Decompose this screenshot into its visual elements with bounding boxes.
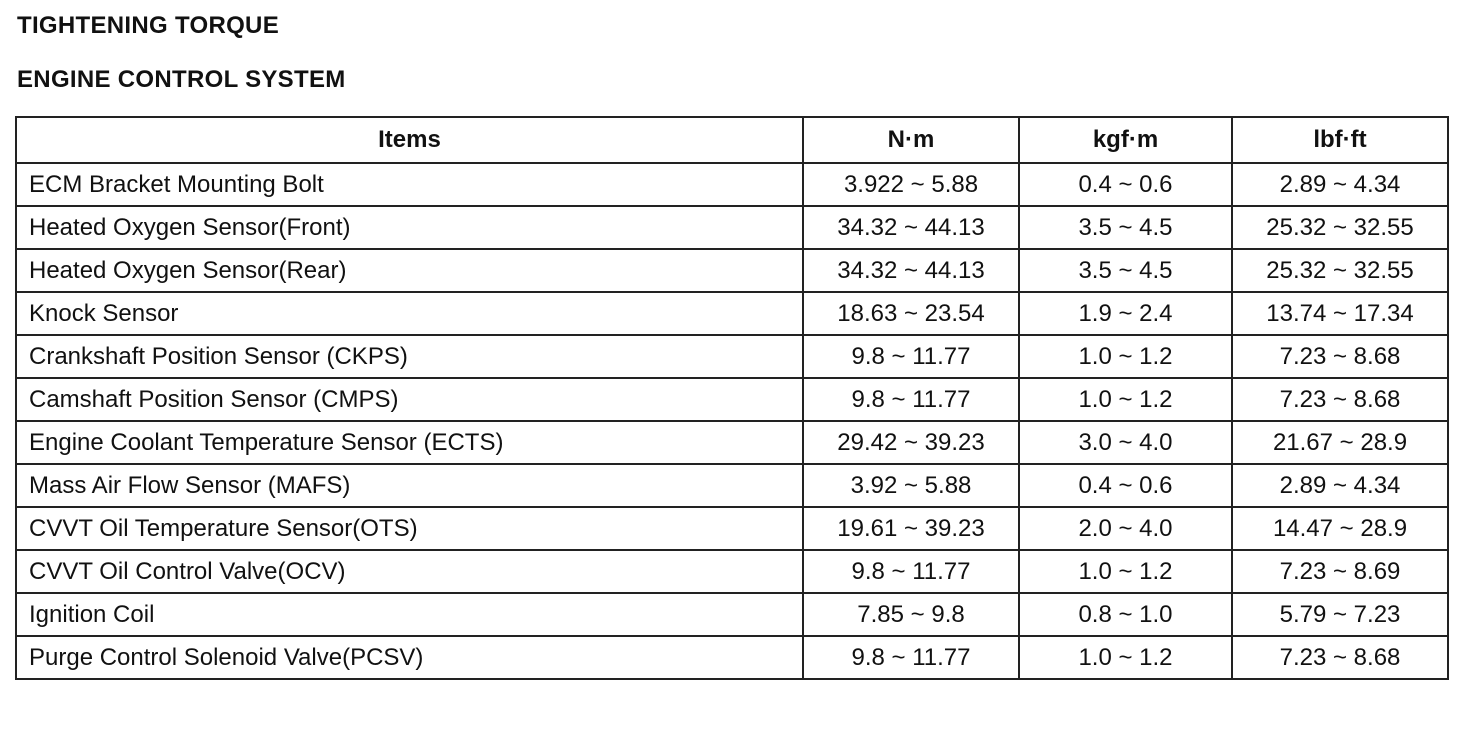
lbfft-cell: 25.32 ~ 32.55	[1232, 206, 1448, 249]
nm-cell: 34.32 ~ 44.13	[803, 206, 1019, 249]
nm-cell: 19.61 ~ 39.23	[803, 507, 1019, 550]
kgfm-cell: 1.0 ~ 1.2	[1019, 550, 1232, 593]
table-row	[16, 464, 1448, 507]
column-header-nm: N·m	[803, 117, 1019, 163]
lbfft-cell: 25.32 ~ 32.55	[1232, 249, 1448, 292]
table-row	[16, 206, 1448, 249]
kgfm-cell: 1.0 ~ 1.2	[1019, 636, 1232, 679]
table-row	[16, 550, 1448, 593]
item-cell: ECM Bracket Mounting Bolt	[16, 163, 803, 206]
table-row	[16, 378, 1448, 421]
item-cell: Mass Air Flow Sensor (MAFS)	[16, 464, 803, 507]
item-cell: CVVT Oil Control Valve(OCV)	[16, 550, 803, 593]
nm-cell: 9.8 ~ 11.77	[803, 550, 1019, 593]
column-header-lbfft: lbf·ft	[1232, 117, 1448, 163]
nm-cell: 18.63 ~ 23.54	[803, 292, 1019, 335]
lbfft-cell: 7.23 ~ 8.68	[1232, 636, 1448, 679]
table-row	[16, 421, 1448, 464]
lbfft-cell: 7.23 ~ 8.69	[1232, 550, 1448, 593]
item-cell: Camshaft Position Sensor (CMPS)	[16, 378, 803, 421]
kgfm-cell: 3.5 ~ 4.5	[1019, 206, 1232, 249]
item-cell: Knock Sensor	[16, 292, 803, 335]
kgfm-cell: 2.0 ~ 4.0	[1019, 507, 1232, 550]
nm-cell: 3.922 ~ 5.88	[803, 163, 1019, 206]
nm-cell: 9.8 ~ 11.77	[803, 636, 1019, 679]
kgfm-cell: 1.0 ~ 1.2	[1019, 335, 1232, 378]
column-header-kgfm: kgf·m	[1019, 117, 1232, 163]
table-row	[16, 507, 1448, 550]
nm-cell: 29.42 ~ 39.23	[803, 421, 1019, 464]
kgfm-cell: 1.9 ~ 2.4	[1019, 292, 1232, 335]
lbfft-cell: 14.47 ~ 28.9	[1232, 507, 1448, 550]
torque-table	[15, 116, 1449, 680]
item-cell: CVVT Oil Temperature Sensor(OTS)	[16, 507, 803, 550]
table-row	[16, 593, 1448, 636]
item-cell: Engine Coolant Temperature Sensor (ECTS)	[16, 421, 803, 464]
kgfm-cell: 3.0 ~ 4.0	[1019, 421, 1232, 464]
nm-cell: 34.32 ~ 44.13	[803, 249, 1019, 292]
nm-cell: 3.92 ~ 5.88	[803, 464, 1019, 507]
table-row	[16, 249, 1448, 292]
lbfft-cell: 7.23 ~ 8.68	[1232, 378, 1448, 421]
lbfft-cell: 2.89 ~ 4.34	[1232, 163, 1448, 206]
kgfm-cell: 0.4 ~ 0.6	[1019, 464, 1232, 507]
lbfft-cell: 21.67 ~ 28.9	[1232, 421, 1448, 464]
kgfm-cell: 1.0 ~ 1.2	[1019, 378, 1232, 421]
item-cell: Purge Control Solenoid Valve(PCSV)	[16, 636, 803, 679]
item-cell: Heated Oxygen Sensor(Rear)	[16, 249, 803, 292]
table-header-row	[16, 117, 1448, 163]
item-cell: Ignition Coil	[16, 593, 803, 636]
lbfft-cell: 2.89 ~ 4.34	[1232, 464, 1448, 507]
lbfft-cell: 13.74 ~ 17.34	[1232, 292, 1448, 335]
page-title: TIGHTENING TORQUE	[17, 12, 279, 39]
table-row	[16, 335, 1448, 378]
column-header-items: Items	[16, 117, 803, 163]
lbfft-cell: 5.79 ~ 7.23	[1232, 593, 1448, 636]
lbfft-cell: 7.23 ~ 8.68	[1232, 335, 1448, 378]
section-title: ENGINE CONTROL SYSTEM	[17, 66, 346, 93]
nm-cell: 9.8 ~ 11.77	[803, 335, 1019, 378]
kgfm-cell: 0.8 ~ 1.0	[1019, 593, 1232, 636]
kgfm-cell: 0.4 ~ 0.6	[1019, 163, 1232, 206]
table-row	[16, 163, 1448, 206]
table-row	[16, 292, 1448, 335]
item-cell: Crankshaft Position Sensor (CKPS)	[16, 335, 803, 378]
table-row	[16, 636, 1448, 679]
nm-cell: 7.85 ~ 9.8	[803, 593, 1019, 636]
item-cell: Heated Oxygen Sensor(Front)	[16, 206, 803, 249]
nm-cell: 9.8 ~ 11.77	[803, 378, 1019, 421]
kgfm-cell: 3.5 ~ 4.5	[1019, 249, 1232, 292]
